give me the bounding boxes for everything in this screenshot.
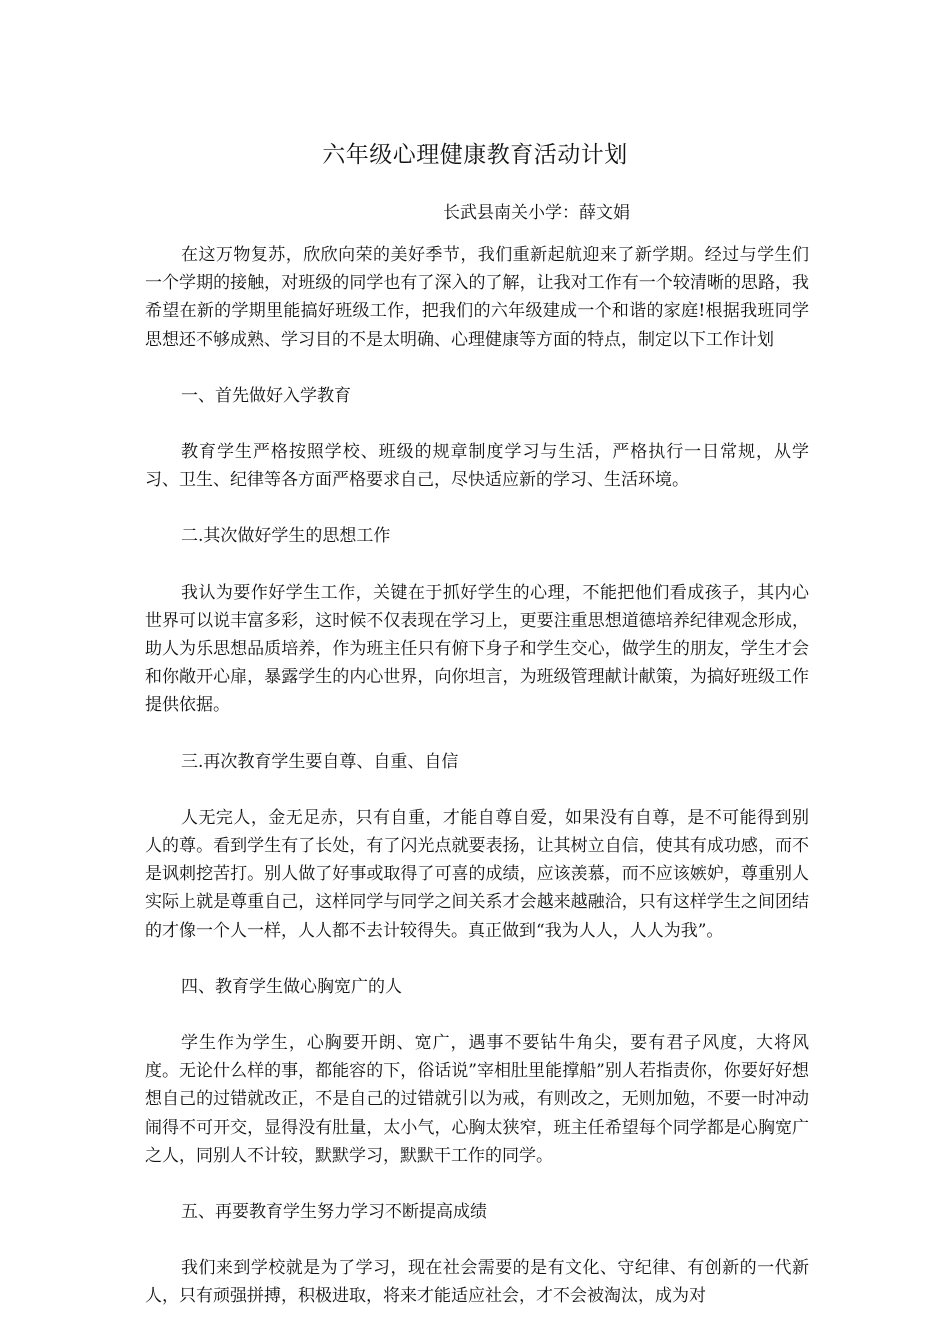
section-body-1: 教育学生严格按照学校、班级的规章制度学习与生活，严格执行一日常规，从学习、卫生、纪律等各方面严格要求自己，尽快适应新的学习、生活环境。	[145, 442, 809, 491]
section-body-2: 我认为要作好学生工作，关键在于抓好学生的心理，不能把他们看成孩子，其内心世界可以说丰富多彩，这时候不仅表现在学习上，更要注重思想道德培养纪律观念形成，助人为乐思想品质培养，作为班主任只有俯下身子和学生交心，做学生的朋友，学生才会和你敞开心扉，暴露学生的内心世界，向你坦言，为班级管理献计献策，为搞好班级工作提供依据。	[145, 582, 809, 716]
section-body-4: 学生作为学生，心胸要开朗、宽广，遇事不要钻牛角尖，要有君子风度，大将风度。无论什么样的事，都能容的下，俗话说”宰相肚里能撑船”别人若指责你，你要好好想想自己的过错就改正，不是自己的过错就引以为戒，有则改之，无则加勉，不要一时冲动闹得不可开交，显得没有肚量，太小气，心胸太狭窄，班主任希望每个同学都是心胸宽广之人，同别人不计较，默默学习，默默干工作的同学。	[145, 1033, 809, 1166]
section-heading-2: 二.其次做好学生的思想工作	[181, 526, 391, 547]
document-body	[145, 241, 809, 1339]
section-heading-3: 三.再次教育学生要自尊、自重、自信	[181, 751, 459, 772]
intro-paragraph: 在这万物复苏，欣欣向荣的美好季节，我们重新起航迎来了新学期。经过与学生们一个学期的接触，对班级的同学也有了深入的了解，让我对工作有一个较清晰的思路，我希望在新的学期里能搞好班级工作，把我们的六年级建成一个和谐的家庭!根据我班同学思想还不够成熟、学习目的不是太明确、心理健康等方面的特点，制定以下工作计划	[145, 245, 809, 350]
document-title: 六年级心理健康教育活动计划	[322, 142, 628, 168]
author-line: 长武县南关小学：薛文娟	[443, 203, 630, 223]
section-body-5: 我们来到学校就是为了学习，现在社会需要的是有文化、守纪律、有创新的一代新人，只有顽强拼搏，积极进取，将来才能适应社会，才不会被淘汰，成为对	[145, 1258, 809, 1307]
section-body-3: 人无完人，金无足赤，只有自重，才能自尊自爱，如果没有自尊，是不可能得到别人的尊。看到学生有了长处，有了闪光点就要表扬，让其树立自信，使其有成功感，而不是讽刺挖苦打。别人做了好事或取得了可喜的成绩，应该羡慕，而不应该嫉妒，尊重别人实际上就是尊重自己，这样同学与同学之间关系才会越来越融洽，只有这样学生之间团结的才像一个人一样，人人都不去计较得失。真正做到“我为人人，人人为我”。	[145, 807, 809, 941]
section-heading-4: 四、教育学生做心胸宽广的人	[181, 976, 402, 997]
section-heading-1: 一、首先做好入学教育	[181, 385, 351, 406]
section-heading-5: 五、再要教育学生努力学习不断提高成绩	[181, 1202, 487, 1223]
